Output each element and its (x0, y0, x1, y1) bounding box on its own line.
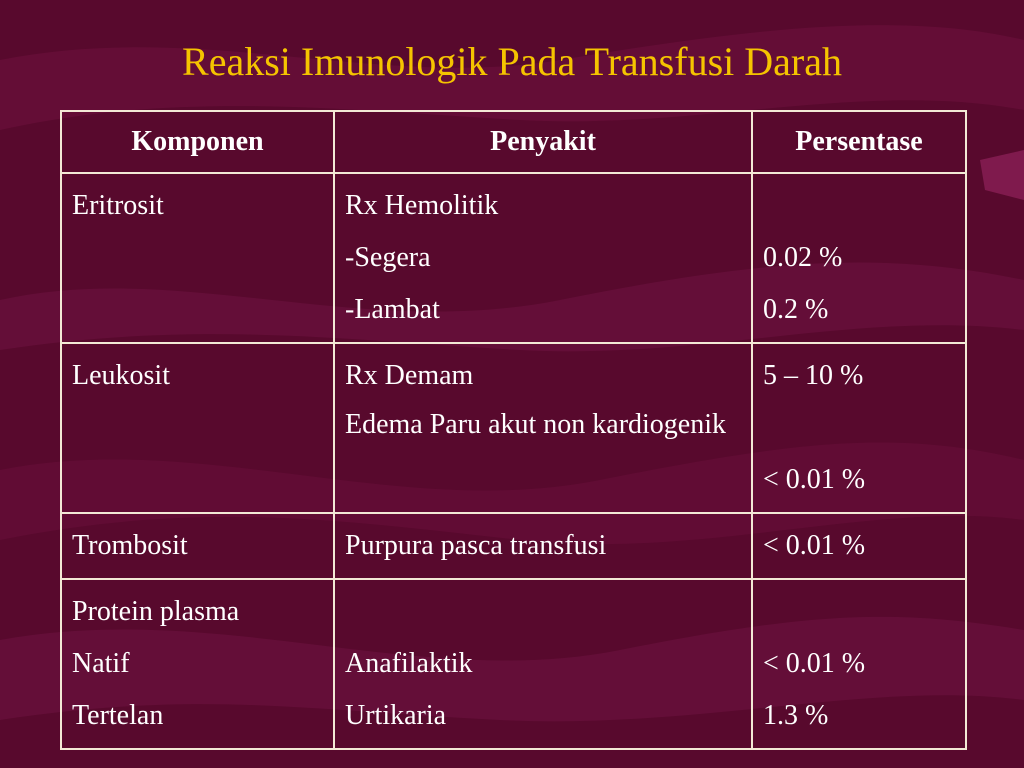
cell-line: Trombosit (72, 530, 188, 561)
table-row (61, 173, 966, 343)
table-row (61, 579, 966, 749)
spacer (763, 586, 955, 638)
cell-penyakit (334, 513, 752, 579)
cell-line: -Segera (345, 242, 431, 273)
table-row (61, 513, 966, 579)
cell-penyakit (334, 173, 752, 343)
cell-line: 5 – 10 % (763, 360, 864, 391)
column-header-penyakit: Penyakit (334, 111, 752, 173)
cell-line: Protein plasma (72, 596, 240, 627)
cell-line: Purpura pasca transfusi (345, 530, 607, 561)
cell-line: Tertelan (72, 700, 164, 731)
table-header-row (61, 111, 966, 173)
cell-line: 0.02 % (763, 242, 843, 273)
cell-line: -Lambat (345, 294, 440, 325)
cell-persentase (752, 173, 966, 343)
spacer (763, 180, 955, 232)
cell-line: Eritrosit (72, 190, 164, 221)
cell-penyakit (334, 343, 752, 513)
cell-line: Natif (72, 648, 130, 679)
column-header-komponen: Komponen (61, 111, 334, 173)
slide-title: Reaksi Imunologik Pada Transfusi Darah (182, 39, 842, 84)
data-table (60, 110, 967, 750)
cell-komponen (61, 579, 334, 749)
column-header-persentase: Persentase (752, 111, 966, 173)
spacer (763, 402, 955, 454)
cell-line: Rx Hemolitik (345, 190, 499, 221)
table-row (61, 343, 966, 513)
cell-persentase (752, 579, 966, 749)
cell-persentase (752, 343, 966, 513)
cell-line: Leukosit (72, 360, 170, 391)
cell-line: 0.2 % (763, 294, 829, 325)
cell-line: Anafilaktik (345, 648, 473, 679)
cell-penyakit (334, 579, 752, 749)
cell-persentase (752, 513, 966, 579)
cell-line: < 0.01 % (763, 530, 866, 561)
cell-line: Edema Paru akut non kardiogenik (345, 409, 727, 440)
cell-line: < 0.01 % (763, 464, 866, 495)
cell-komponen (61, 173, 334, 343)
cell-line: 1.3 % (763, 700, 829, 731)
spacer (345, 586, 741, 638)
cell-komponen (61, 343, 334, 513)
cell-line: < 0.01 % (763, 648, 866, 679)
cell-line: Urtikaria (345, 700, 447, 731)
cell-line: Rx Demam (345, 360, 474, 391)
cell-komponen (61, 513, 334, 579)
